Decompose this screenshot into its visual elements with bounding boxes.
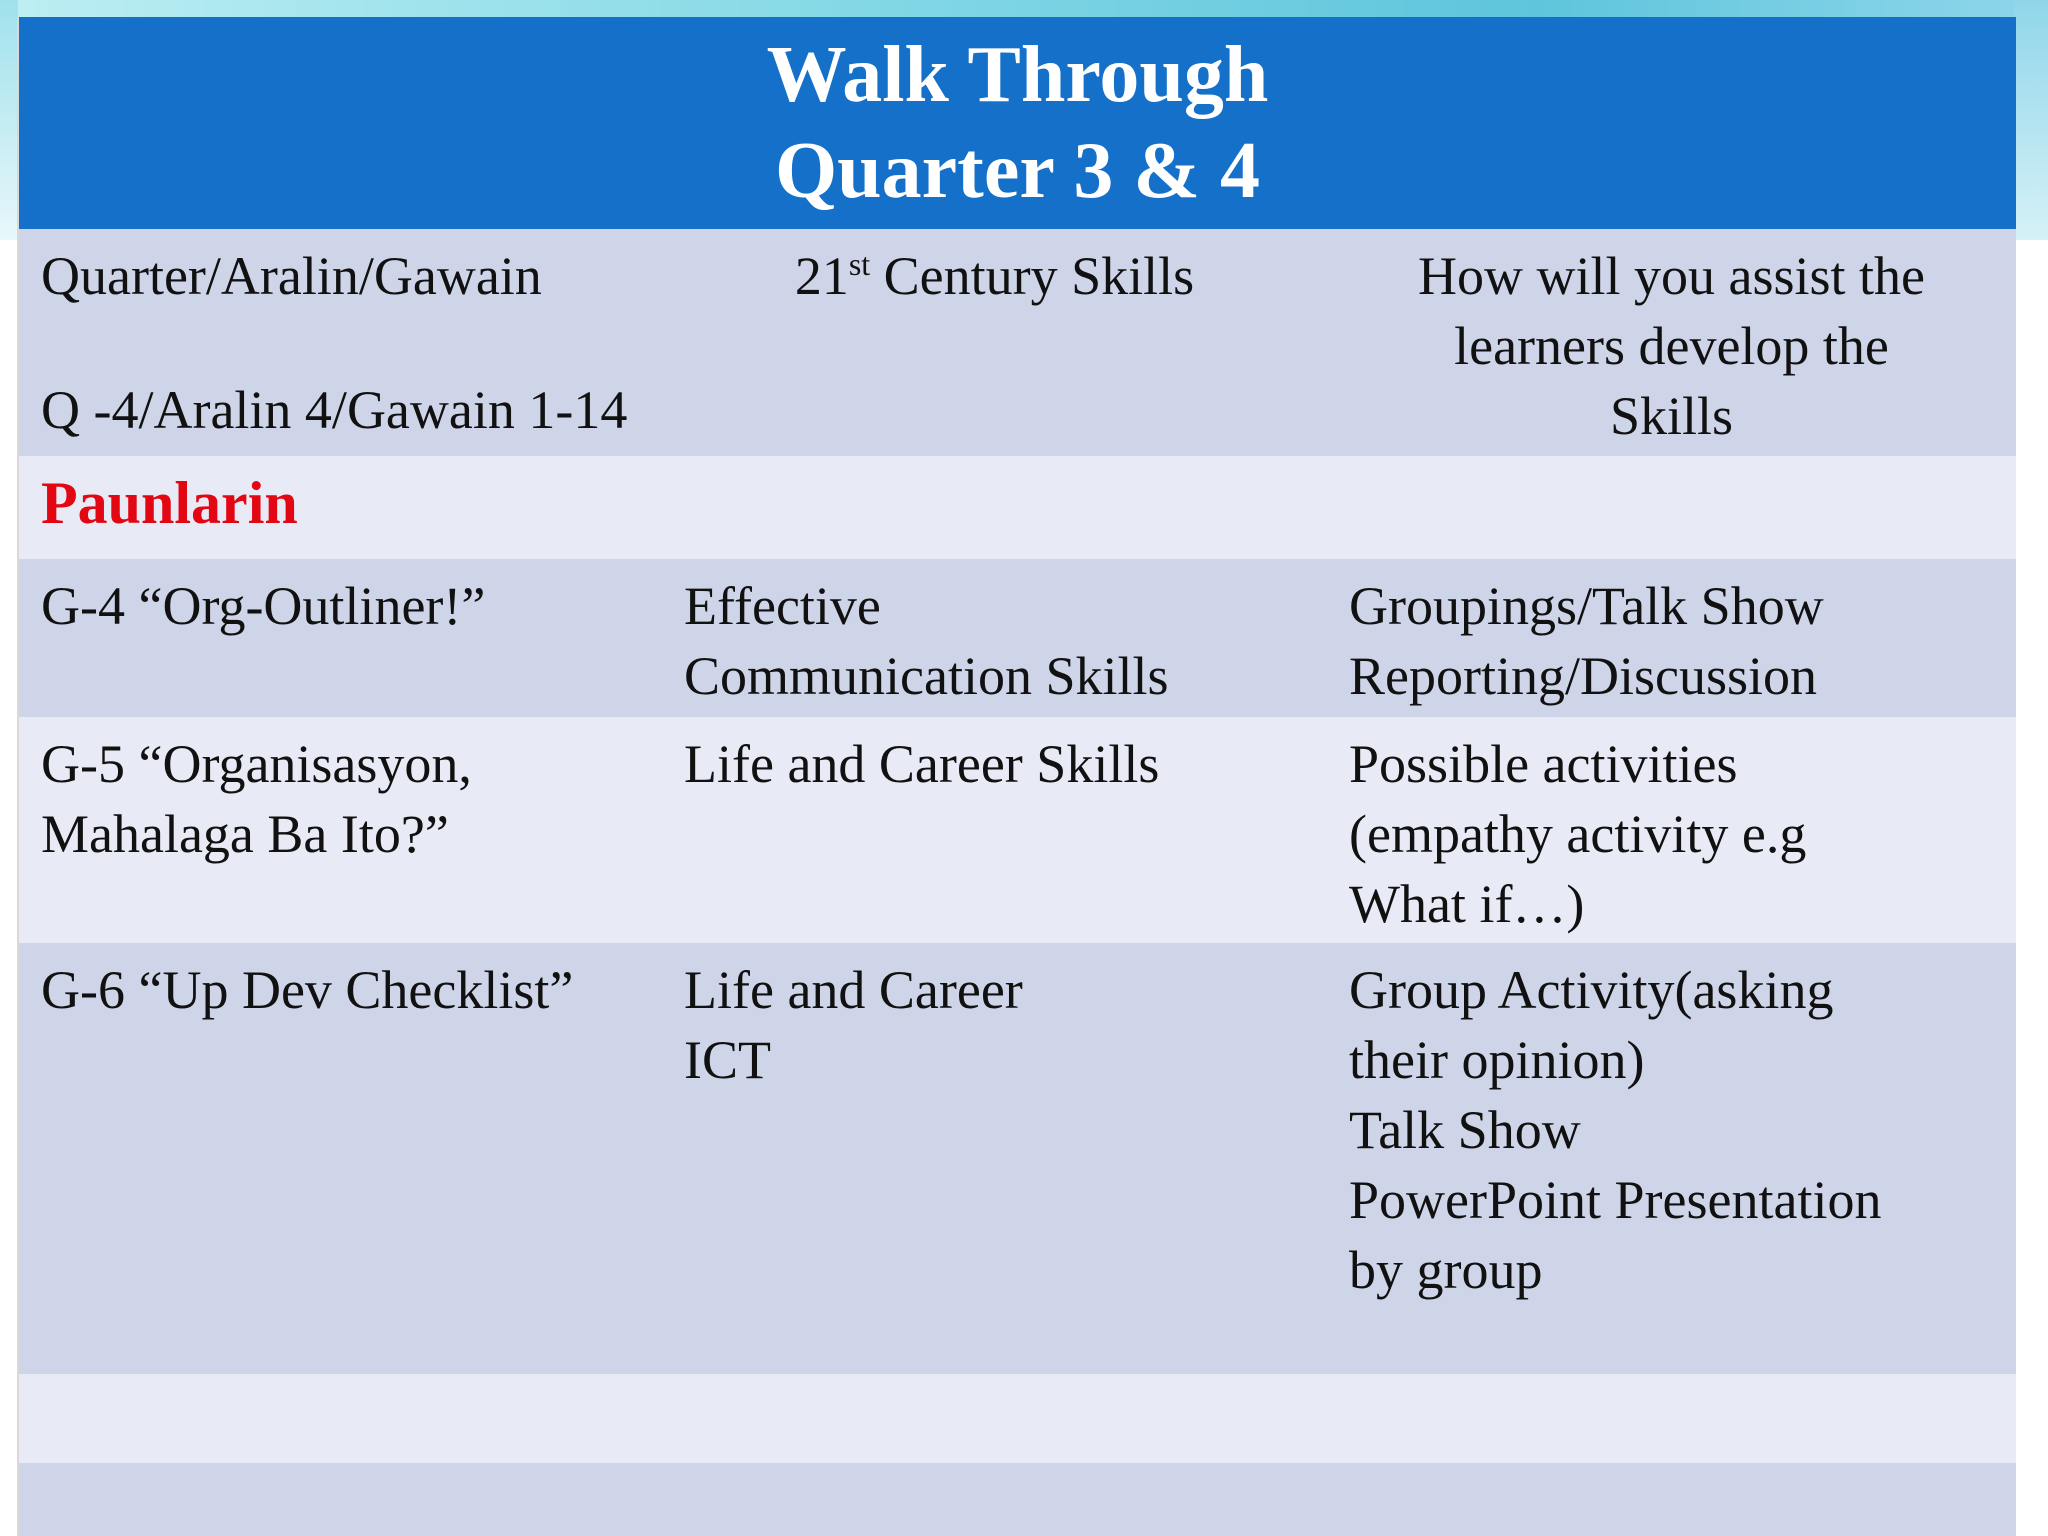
header-skills-text: Century Skills [870,246,1195,306]
empty-cell [19,1374,2016,1463]
skill-line: Effective [684,576,881,636]
skill-line: Communication Skills [684,646,1169,706]
assist-line: Talk Show [1349,1100,1581,1160]
assist-line: PowerPoint Presentation [1349,1170,1882,1230]
assist-line: Possible activities [1349,734,1738,794]
slide [17,17,2016,1536]
table-row [19,943,2016,1374]
assist-cell [1327,559,2016,717]
background-decoration-left [0,0,18,240]
activity-line: G-6 “Up Dev Checklist” [41,960,574,1020]
assist-cell [1327,943,2016,1374]
section-label: Paunlarin [41,470,298,536]
skill-line: ICT [684,1030,771,1090]
activity-cell [19,559,662,717]
assist-cell [1327,717,2016,943]
assist-line: Groupings/Talk Show [1349,576,1824,636]
activity-line: G-4 “Org-Outliner!” [41,576,486,636]
header-quarter-sub: Q -4/Aralin 4/Gawain 1-14 [41,380,628,440]
walkthrough-table [19,229,2016,1536]
header-cell-skills [662,229,1327,456]
empty-row [19,1463,2016,1536]
header-assist-line: How will you assist the [1418,246,1925,306]
table-header-row [19,229,2016,456]
header-cell-quarter [19,229,662,456]
header-assist-line: learners develop the [1454,316,1889,376]
activity-line: Mahalaga Ba Ito?” [41,804,449,864]
activity-cell [19,943,662,1374]
header-cell-assist [1327,229,2016,456]
title-line-1: Walk Through [766,31,1269,119]
section-cell [19,456,2016,559]
empty-cell [19,1463,2016,1536]
assist-line: their opinion) [1349,1030,1645,1090]
section-row [19,456,2016,559]
header-skills-suffix: st [848,246,871,282]
skill-line: Life and Career [684,960,1023,1020]
header-assist-line: Skills [1609,386,1734,446]
empty-row [19,1374,2016,1463]
title-line-2: Quarter 3 & 4 [774,127,1261,215]
assist-line: (empathy activity e.g [1349,804,1807,864]
skill-line: Life and Career Skills [684,734,1160,794]
activity-cell [19,717,662,943]
slide-title [19,17,2016,229]
table-row [19,559,2016,717]
skill-cell [662,559,1327,717]
skill-cell [662,943,1327,1374]
table-row [19,717,2016,943]
activity-line: G-5 “Organisasyon, [41,734,472,794]
background-decoration-right [2014,0,2048,240]
assist-line: Reporting/Discussion [1349,646,1817,706]
header-quarter-label: Quarter/Aralin/Gawain [41,246,542,306]
assist-line: Group Activity(asking [1349,960,1834,1020]
assist-line: What if…) [1349,874,1585,934]
header-skills-number: 21 [794,246,849,306]
assist-line: by group [1349,1240,1543,1300]
skill-cell [662,717,1327,943]
